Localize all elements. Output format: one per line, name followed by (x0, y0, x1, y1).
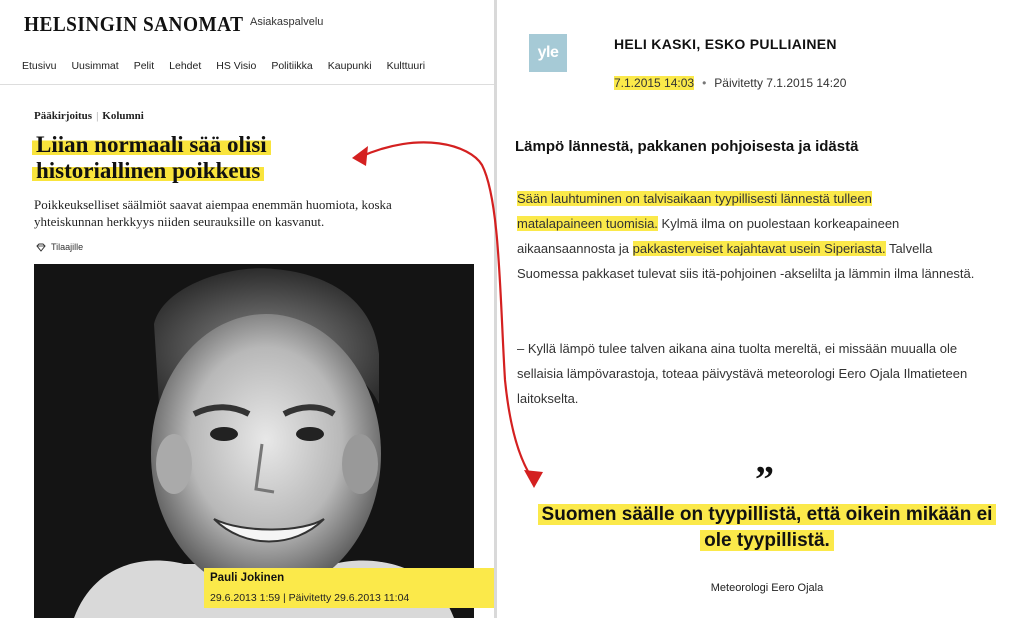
article-lead: Poikkeukselliset säälmiöt saavat aiempaa enemmän huomiota, koska yhteiskunnan herkkyys niiden seurauksille on kasvanut. (34, 197, 392, 229)
nav-item-lehdet[interactable]: Lehdet (169, 60, 202, 72)
category-label[interactable]: Kolumni (102, 110, 144, 122)
author-byline (204, 568, 494, 608)
author-name[interactable]: Pauli Jokinen (210, 572, 285, 584)
publish-dates: 29.6.2013 1:59 | Päivitetty 29.6.2013 11:04 (210, 592, 410, 604)
quote-mark-icon: ” (755, 459, 774, 501)
updated-date: Päivitetty 7.1.2015 14:20 (714, 76, 847, 90)
article-title: Liian normaali sää olisi historiallinen poikkeus (32, 132, 362, 184)
article-authors[interactable]: HELI KASKI, ESKO PULLIAINEN (614, 36, 837, 52)
quote-attribution: Meteorologi Eero Ojala (710, 582, 824, 594)
article-dates: 7.1.2015 14:03 • Päivitetty 7.1.2015 14:20 (614, 76, 847, 90)
nav-item-kulttuuri[interactable]: Kulttuuri (386, 60, 426, 72)
subscriber-label: Tilaajille (51, 242, 84, 252)
nav-item-kaupunki[interactable]: Kaupunki (327, 60, 372, 72)
nav-item-uusimmat[interactable]: Uusimmat (71, 60, 119, 72)
diamond-icon (36, 243, 46, 252)
hs-article-panel (0, 0, 494, 618)
article-subheading: Lämpö lännestä, pakkanen pohjoisesta ja idästä (515, 138, 859, 155)
subscriber-badge (36, 242, 83, 252)
highlight-3: pakkasterveiset kajahtavat usein Siperiasta. (632, 241, 886, 256)
yle-logo[interactable]: yle (529, 34, 567, 72)
nav-item-hs-visio[interactable]: HS Visio (216, 60, 257, 72)
section-label[interactable]: Pääkirjoitus (34, 110, 93, 122)
nav-divider (0, 84, 494, 85)
nav-item-etusivu[interactable]: Etusivu (22, 60, 57, 72)
hs-nav-bar (22, 60, 440, 72)
article-paragraph-2: – Kyllä lämpö tulee talven aikana aina tuolta mereltä, ei missään muualla ole sellaisia lämpövarastoja, toteaa päivystävä meteorologi Eero Ojala Ilmatieteen laitokselta. (517, 341, 968, 406)
published-date: 7.1.2015 14:03 (614, 76, 695, 90)
highlight-2: matalapaineen tuomisia. (517, 216, 658, 231)
hs-logo[interactable]: HELSINGIN SANOMAT (24, 12, 244, 36)
nav-item-pelit[interactable]: Pelit (133, 60, 155, 72)
highlight-1: Sään lauhtuminen on talvisaikaan tyypillisesti lännestä tulleen (517, 191, 872, 206)
nav-item-politiikka[interactable]: Politiikka (271, 60, 313, 72)
pull-quote: Suomen säälle on tyypillistä, että oikein mikään ei ole tyypillistä. (527, 502, 1007, 554)
article-paragraph-1: Sään lauhtuminen on talvisaikaan tyypillisesti lännestä tulleen matalapaineen tuomisia. Kylmä ilma on puolestaan korkeapaineen aikaansaannosta ja pakkasterveiset kajahtavat usein Siperiasta. Talvella Suomessa pakkaset tulevat siis itä-pohjoinen -akselilta ja lämmin ilma lännestä. (517, 191, 975, 281)
article-section: Pääkirjoitus | Kolumni (34, 110, 144, 122)
customer-service-link[interactable]: Asiakaspalvelu (250, 16, 324, 28)
yle-article-panel (497, 0, 1024, 618)
author-photo (34, 264, 474, 618)
